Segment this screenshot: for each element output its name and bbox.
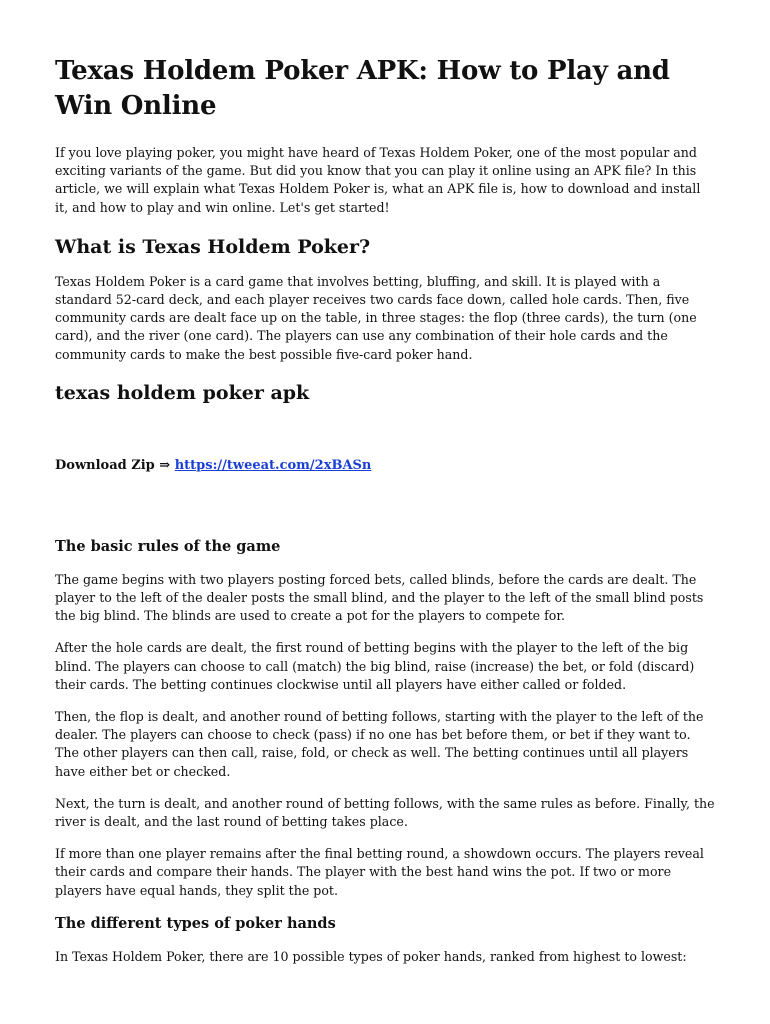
section-heading-what-is: What is Texas Holdem Poker? [55,235,371,258]
what-is-paragraph: Texas Holdem Poker is a card game that involves betting, bluffing, and skill. It is played with a standard 52-card deck, and each player receives two cards face down, called hole cards. Then, five community cards are dealt face up on the table, in three stages: the flop (three cards), the turn (one card), and the river (one card). The players can use any combination of their hole cards and the community cards to make the best possible five-card poker hand. [55,273,697,362]
download-label: Download Zip [55,457,160,473]
intro-paragraph: If you love playing poker, you might have heard of Texas Holdem Poker, one of the most popular and exciting variants of the game. But did you know that you can play it online using an APK file? In this article, we will explain what Texas Holdem Poker is, what an APK file is, how to download and install it, and how to play and win online. Let's get started! [55,145,701,215]
page-title: Texas Holdem Poker APK: How to Play and Win Online [55,56,670,121]
rules-paragraph-5: If more than one player remains after the final betting round, a showdown occurs. The players reveal their cards and compare their hands. The player with the best hand wins the pot. If two or more players have equal hands, they split the pot. [55,846,704,898]
arrow-icon: ⇒ [159,457,171,473]
rules-heading: The basic rules of the game [55,537,281,555]
rules-paragraph-3: Then, the flop is dealt, and another round of betting follows, starting with the player to the left of the dealer. The players can choose to check (pass) if no one has bet before them, or bet if they want to. The other players can then call, raise, fold, or check as well. The betting continues until all players have either bet or checked. [55,709,704,779]
section-heading-apk: texas holdem poker apk [55,381,310,404]
hands-heading: The different types of poker hands [55,914,336,932]
hands-intro-paragraph: In Texas Holdem Poker, there are 10 possible types of poker hands, ranked from highest to lowest: [55,948,687,964]
document-page [55,54,717,980]
download-line [55,457,717,475]
rules-paragraph-1: The game begins with two players posting forced bets, called blinds, before the cards are dealt. The player to the left of the dealer posts the small blind, and the player to the left of the small blind posts the big blind. The blinds are used to create a pot for the players to compete for. [55,571,704,624]
download-link[interactable]: https://tweeat.com/2xBASn [174,457,372,473]
rules-paragraph-4: Next, the turn is dealt, and another round of betting follows, with the same rules as before. Finally, the river is dealt, and the last round of betting takes place. [55,795,715,830]
rules-paragraph-2: After the hole cards are dealt, the first round of betting begins with the player to the left of the big blind. The players can choose to call (match) the big blind, raise (increase) the bet, or fold (discard) their cards. The betting continues clockwise until all players have either called or folded. [55,640,695,692]
